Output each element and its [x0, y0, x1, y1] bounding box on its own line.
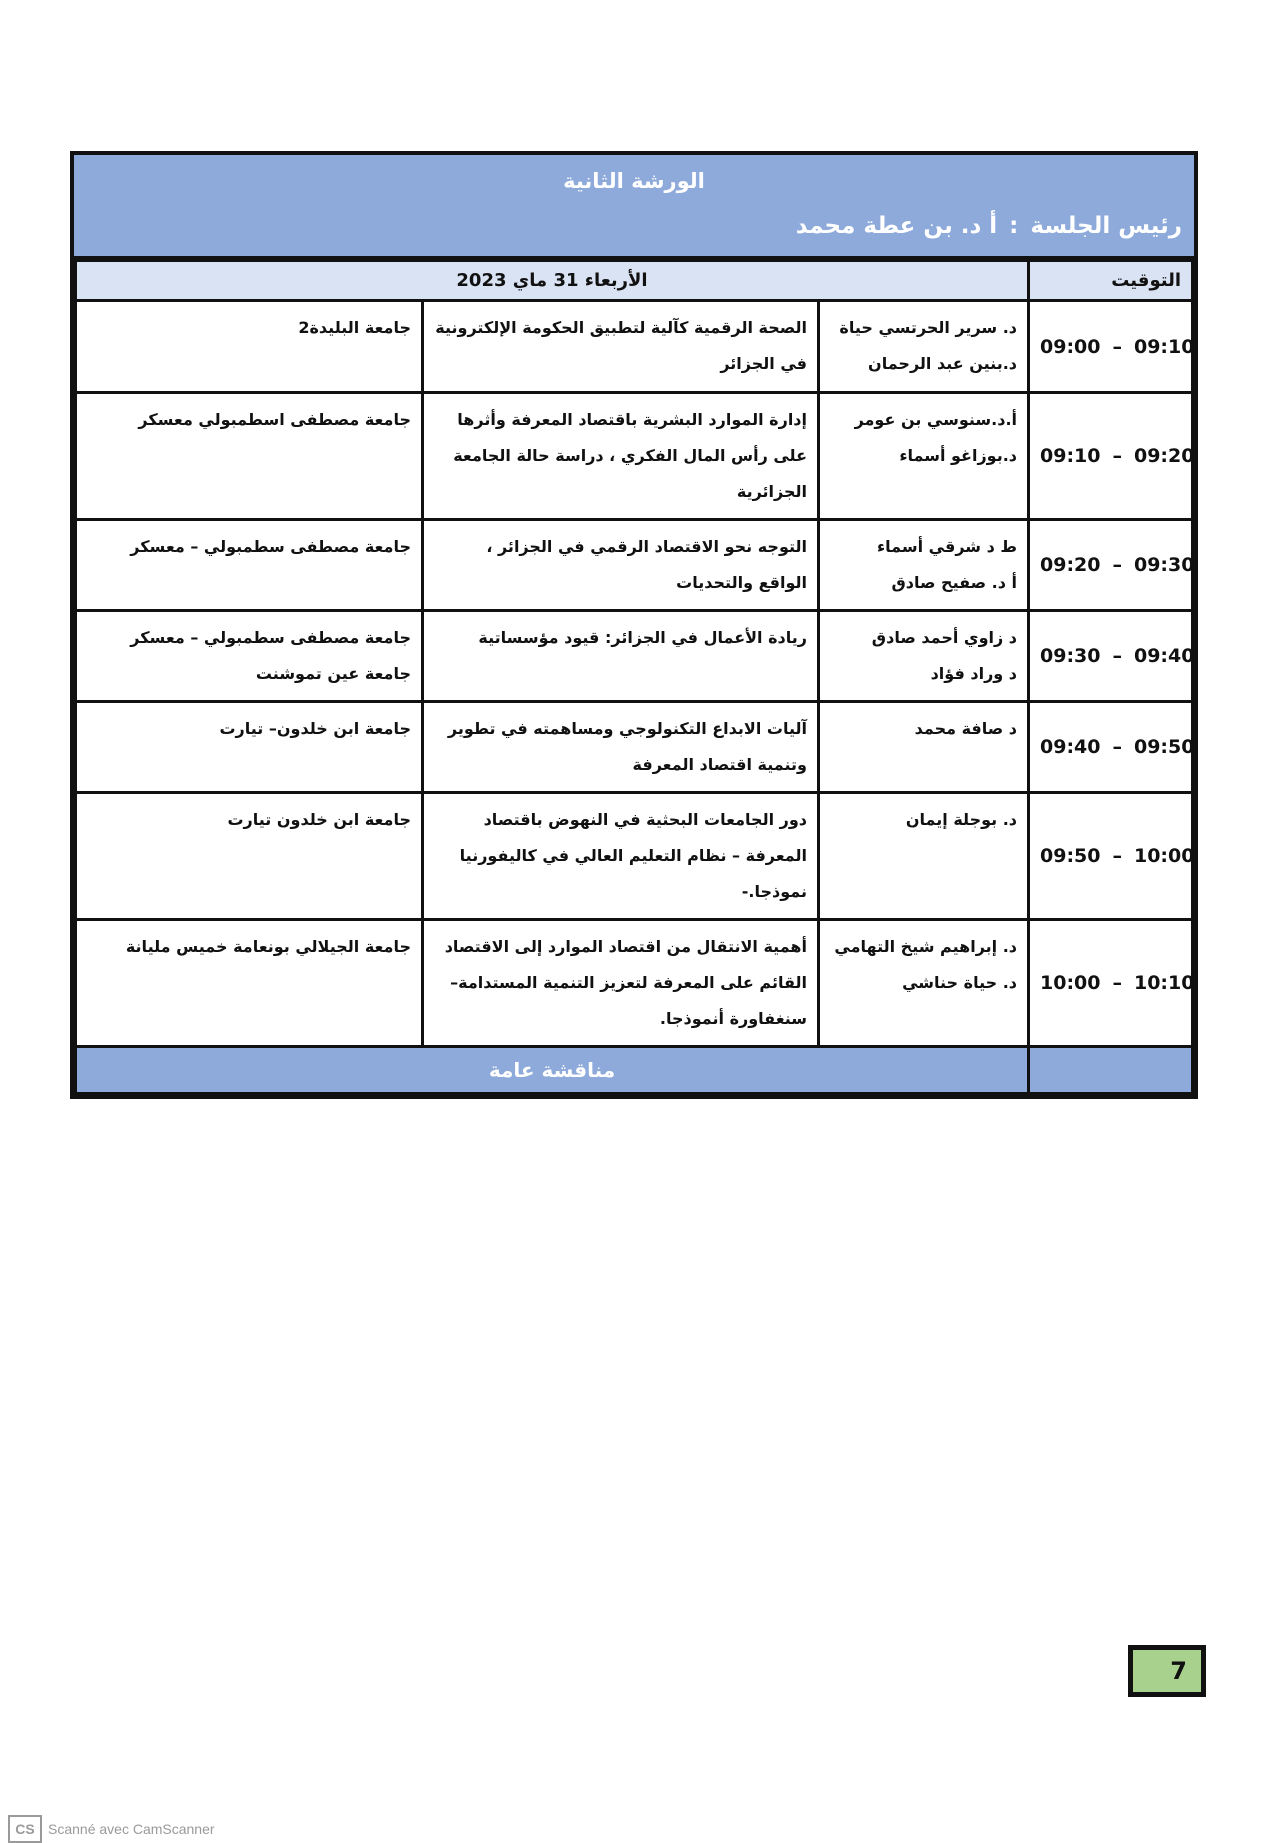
time-start: 09:50 — [1040, 845, 1101, 867]
column-header-row — [76, 261, 1193, 301]
speakers-cell — [819, 393, 1029, 520]
paper-title: ريادة الأعمال في الجزائر: قيود مؤسساتية — [423, 611, 819, 702]
time-end: 09:30 — [1133, 554, 1195, 576]
speaker-name: د. سرير الحرتسي حياة — [839, 318, 1017, 337]
speaker-name: د. حياة حناشي — [902, 973, 1017, 992]
paper-title: أهمية الانتقال من اقتصاد الموارد إلى الاقتصاد القائم على المعرفة لتعزيز التنمية المستدامة–سنغفاورة أنموذجا. — [423, 920, 819, 1047]
schedule-rows — [76, 301, 1193, 1047]
time-slot — [1029, 520, 1193, 611]
speakers-cell — [819, 920, 1029, 1047]
speakers-cell — [819, 611, 1029, 702]
paper-title: دور الجامعات البحثية في النهوض باقتصاد المعرفة – نظام التعليم العالي في كاليفورنيا نموذجا.- — [423, 793, 819, 920]
time-slot — [1029, 920, 1193, 1047]
paper-title: التوجه نحو الاقتصاد الرقمي في الجزائر ، الواقع والتحديات — [423, 520, 819, 611]
schedule-row — [76, 301, 1193, 393]
schedule-table — [74, 259, 1194, 1095]
page-number: 7 — [1128, 1645, 1206, 1697]
time-slot — [1029, 702, 1193, 793]
speaker-name: د زاوي أحمد صادق — [871, 628, 1017, 647]
affiliation: جامعة مصطفى سطمبولي – معسكر — [76, 520, 423, 611]
affiliation: جامعة مصطفى اسطمبولي معسكر — [76, 393, 423, 520]
time-dash: – — [1112, 972, 1122, 994]
schedule-row — [76, 793, 1193, 920]
chair-separator: : — [1009, 213, 1019, 239]
paper-title: آليات الابداع التكنولوجي ومساهمته في تطوير وتنمية اقتصاد المعرفة — [423, 702, 819, 793]
speakers-cell — [819, 520, 1029, 611]
time-start: 09:10 — [1040, 445, 1101, 467]
time-start: 10:00 — [1040, 972, 1101, 994]
time-slot — [1029, 301, 1193, 393]
paper-title: إدارة الموارد البشرية باقتصاد المعرفة وأثرها على رأس المال الفكري ، دراسة حالة الجامعة الجزائرية — [423, 393, 819, 520]
time-dash: – — [1112, 335, 1122, 358]
speaker-name: د. بوجلة إيمان — [905, 810, 1017, 829]
time-start: 09:00 — [1040, 335, 1101, 358]
time-column-header: التوقيت — [1029, 261, 1193, 301]
schedule-row — [76, 702, 1193, 793]
speaker-name: أ.د.سنوسي بن عومر — [854, 410, 1017, 429]
schedule-row — [76, 393, 1193, 520]
affiliation: جامعة مصطفى سطمبولي – معسكر جامعة عين تموشنت — [76, 611, 423, 702]
session-header — [74, 155, 1194, 259]
speakers-cell — [819, 702, 1029, 793]
footer-row — [76, 1047, 1193, 1094]
footer-blank-cell — [1029, 1047, 1193, 1094]
speaker-name: د.بوزاغو أسماء — [899, 446, 1017, 465]
camscanner-logo-icon: CS — [8, 1815, 42, 1843]
session-chair — [796, 213, 1182, 239]
chair-label: رئيس الجلسة — [1030, 213, 1182, 239]
affiliation: جامعة الجيلالي بونعامة خميس مليانة — [76, 920, 423, 1047]
speakers-cell — [819, 301, 1029, 393]
time-end: 10:00 — [1133, 845, 1195, 867]
workshop-title: الورشة الثانية — [563, 169, 705, 193]
time-end: 09:10 — [1133, 335, 1195, 358]
affiliation: جامعة ابن خلدون– تيارت — [76, 702, 423, 793]
speaker-name: د.بنين عبد الرحمان — [868, 354, 1017, 373]
time-slot — [1029, 793, 1193, 920]
general-discussion: مناقشة عامة — [76, 1047, 1029, 1094]
affiliation: جامعة ابن خلدون تيارت — [76, 793, 423, 920]
time-end: 10:10 — [1133, 972, 1195, 994]
time-start: 09:40 — [1040, 736, 1101, 758]
chair-name: أ د. بن عطة محمد — [795, 213, 998, 239]
speaker-name: د وراد فؤاد — [930, 664, 1017, 683]
time-slot — [1029, 611, 1193, 702]
speakers-cell — [819, 793, 1029, 920]
schedule-row — [76, 611, 1193, 702]
time-dash: – — [1112, 554, 1122, 576]
time-start: 09:20 — [1040, 554, 1101, 576]
speaker-name: د صافة محمد — [914, 719, 1017, 738]
date-header: الأربعاء 31 ماي 2023 — [76, 261, 1029, 301]
time-end: 09:40 — [1133, 645, 1195, 667]
program-sheet — [70, 151, 1198, 1099]
time-dash: – — [1112, 645, 1122, 667]
speaker-name: ط د شرقي أسماء — [876, 537, 1017, 556]
schedule-row — [76, 520, 1193, 611]
speaker-name: أ د. صفيح صادق — [891, 573, 1017, 592]
time-end: 09:50 — [1133, 736, 1195, 758]
schedule-row — [76, 920, 1193, 1047]
speaker-name: د. إبراهيم شيخ التهامي — [834, 937, 1017, 956]
paper-title: الصحة الرقمية كآلية لتطبيق الحكومة الإلكترونية في الجزائر — [423, 301, 819, 393]
camscanner-watermark — [8, 1815, 215, 1843]
time-slot — [1029, 393, 1193, 520]
watermark-text: Scanné avec CamScanner — [48, 1821, 215, 1837]
time-dash: – — [1112, 445, 1122, 467]
time-dash: – — [1112, 736, 1122, 758]
time-end: 09:20 — [1133, 445, 1195, 467]
affiliation: جامعة البليدة2 — [76, 301, 423, 393]
time-start: 09:30 — [1040, 645, 1101, 667]
time-dash: – — [1112, 845, 1122, 867]
